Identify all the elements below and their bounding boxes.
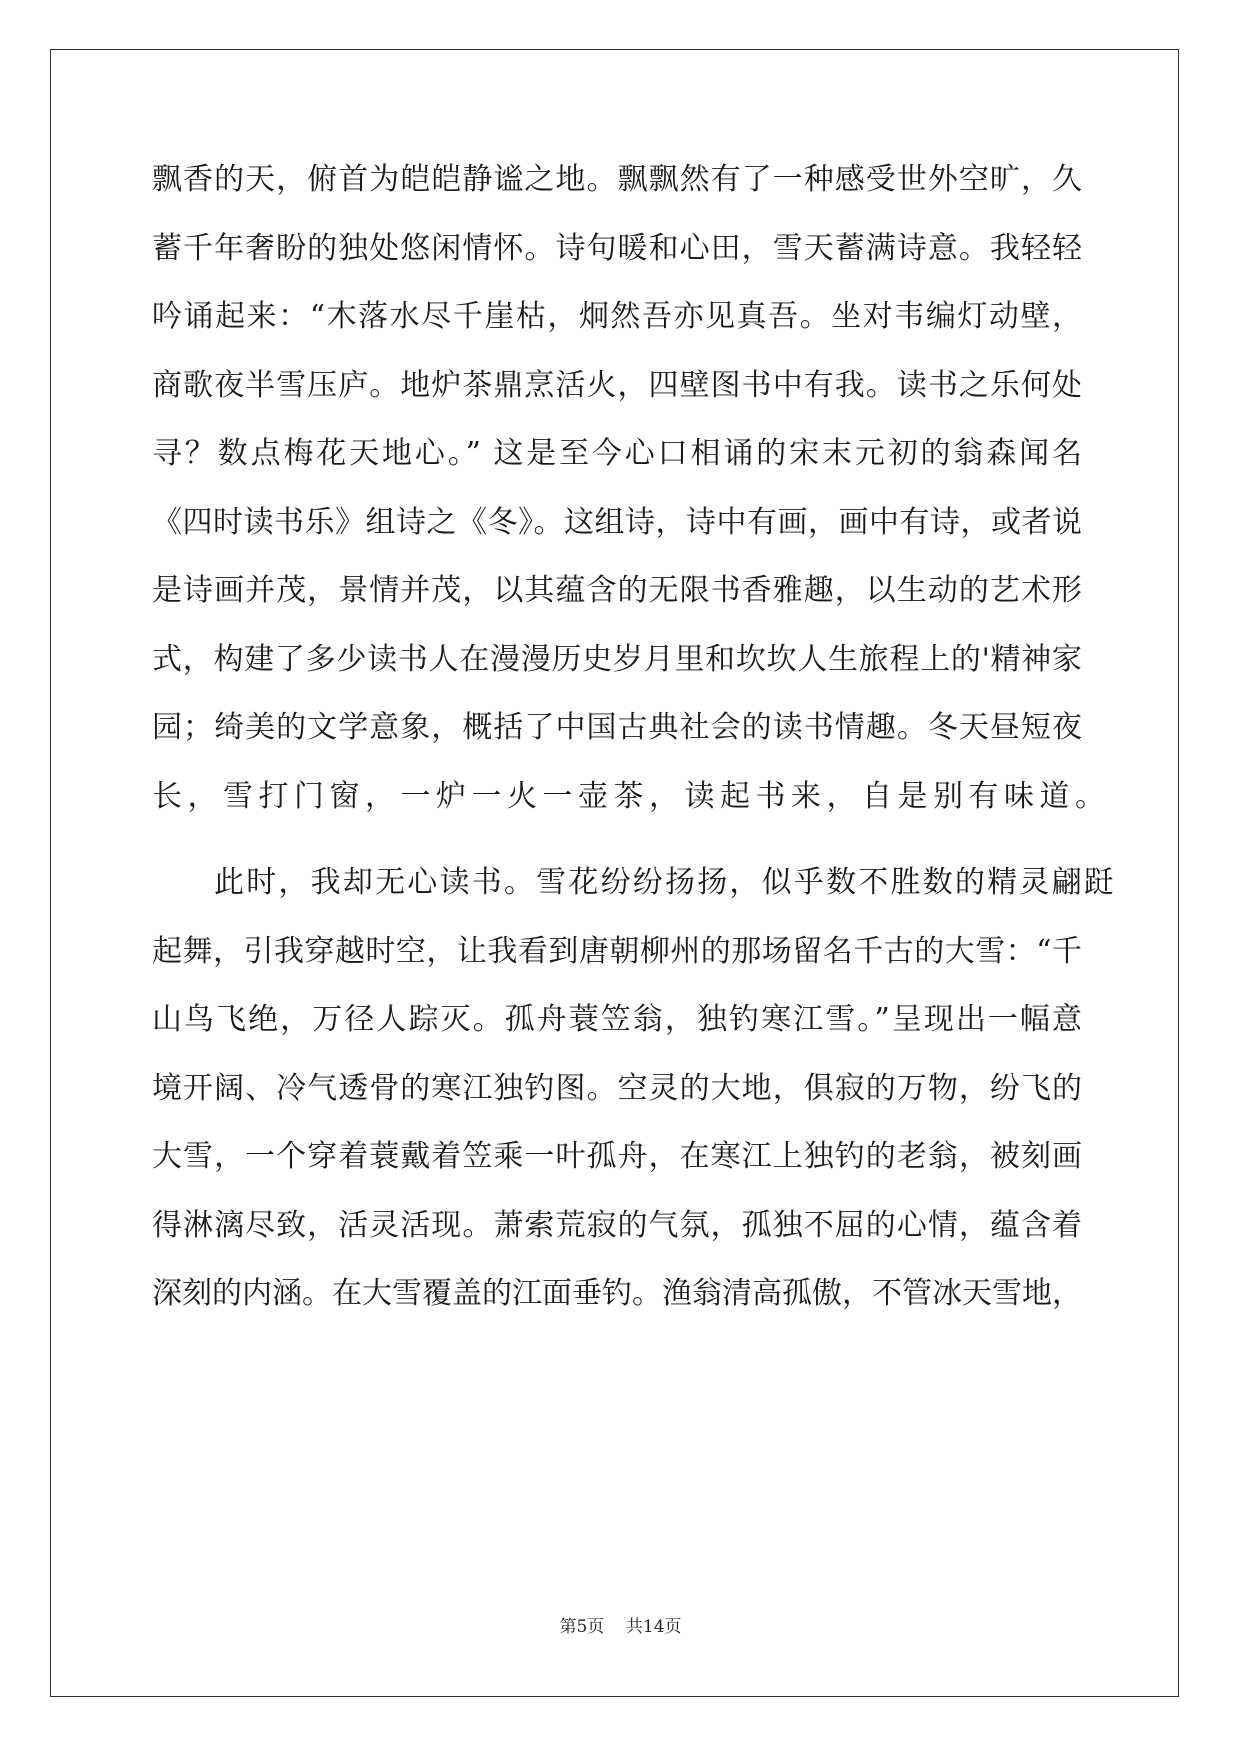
text-line: 飘香的天，俯首为皑皑静谧之地。飘飘然有了一种感受世外空旷，久 <box>152 162 1082 197</box>
page-total: 共14页 <box>625 1617 682 1637</box>
text-line: 起舞，引我穿越时空，让我看到唐朝柳州的那场留名千古的大雪：“千 <box>152 933 1082 969</box>
text-line: 寻？数点梅花天地心。” 这是至今心口相诵的宋末元初的翁森闻名 <box>152 436 1082 471</box>
text-line: 境开阔、冷气透骨的寒江独钓图。空灵的大地，俱寂的万物，纷飞的 <box>152 1070 1082 1106</box>
page-footer <box>0 1612 1241 1637</box>
text-line: 长，雪打门窗，一炉一火一壶茶，读起书来，自是别有味道。 <box>152 778 1111 814</box>
text-line: 得淋漓尽致，活灵活现。萧索荒寂的气氛，孤独不屈的心情，蕴含着 <box>152 1207 1082 1243</box>
text-line: 大雪，一个穿着蓑戴着笠乘一叶孤舟，在寒江上独钓的老翁，被刻画 <box>152 1139 1082 1174</box>
text-line: 深刻的内涵。在大雪覆盖的江面垂钓。渔翁清高孤傲，不管冰天雪地， <box>152 1276 1082 1311</box>
text-line: 式，构建了多少读书人在漫漫历史岁月里和坎坎人生旅程上的'精神家 <box>152 641 1082 677</box>
paragraph <box>152 865 1116 1345</box>
text-line: 商歌夜半雪压庐。地炉茶鼎烹活火，四壁图书中有我。读书之乐何处 <box>152 367 1082 403</box>
text-line: 蓄千年奢盼的独处悠闲情怀。诗句暖和心田，雪天蓄满诗意。我轻轻 <box>152 230 1082 266</box>
text-line: 山鸟飞绝，万径人踪灭。孤舟蓑笠翁，独钓寒江雪。”呈现出一幅意 <box>152 1002 1082 1037</box>
text-line: 此时，我却无心读书。雪花纷纷扬扬，似乎数不胜数的精灵翩跹 <box>214 865 1116 900</box>
paragraph <box>152 162 1111 847</box>
paragraph-gap <box>152 847 1082 865</box>
text-line: 《四时读书乐》组诗之《冬》。这组诗，诗中有画，画中有诗，或者说 <box>152 504 1082 540</box>
text-line: 是诗画并茂，景情并茂，以其蕴含的无限书香雅趣，以生动的艺术形 <box>152 573 1082 608</box>
page-number: 第5页 <box>559 1617 605 1637</box>
text-line: 园；绮美的文学意象，概括了中国古典社会的读书情趣。冬天昼短夜 <box>152 710 1082 745</box>
document-body <box>152 162 1116 1345</box>
text-line: 吟诵起来：“木落水尽千崖枯，炯然吾亦见真吾。坐对韦编灯动壁， <box>152 299 1082 334</box>
